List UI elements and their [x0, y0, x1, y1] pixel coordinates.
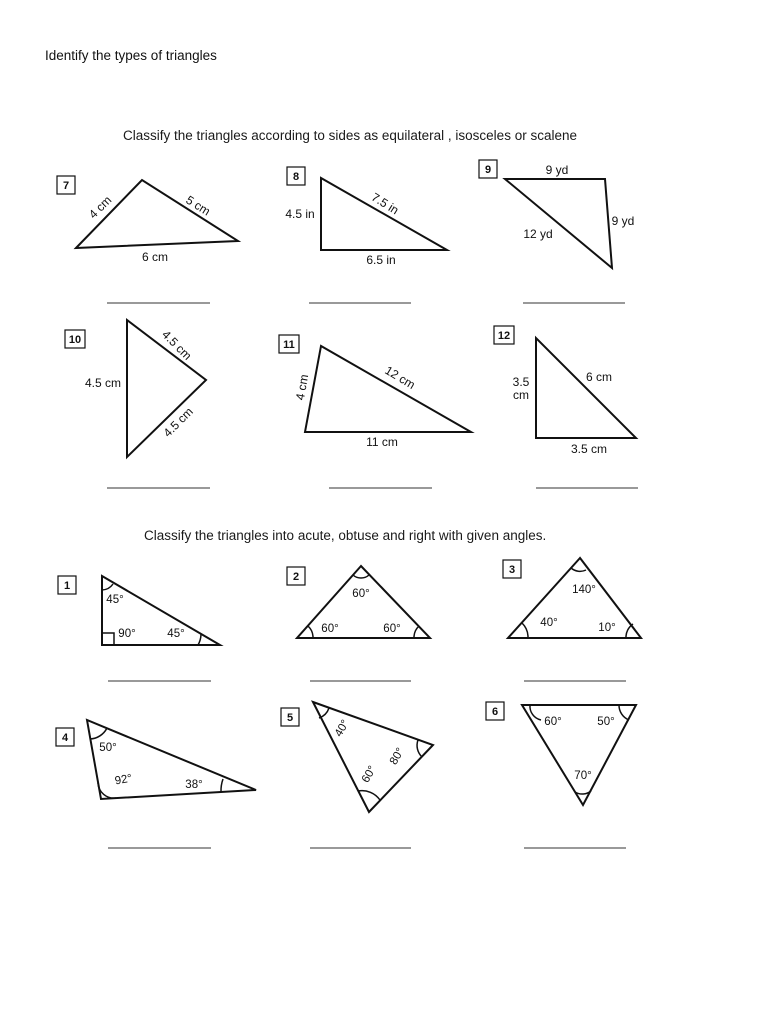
side-label: 3.5: [512, 375, 530, 389]
angle-label: 92°: [113, 772, 134, 788]
triangle-1-group: [58, 576, 220, 681]
triangle-number: 6: [491, 706, 499, 718]
side-label: 4.5 cm: [159, 327, 195, 363]
triangle-number: 10: [68, 334, 82, 346]
side-label: 9 yd: [611, 214, 635, 228]
angle-label: 90°: [118, 628, 136, 640]
angle-label: 38°: [185, 779, 203, 791]
angle-arc: [414, 626, 419, 638]
triangle-number: 2: [292, 571, 300, 583]
triangle-4-group: [56, 720, 256, 848]
side-label: 7.5 in: [368, 189, 402, 218]
section-heading-sides: Classify the triangles according to sides as equilateral , isosceles or scalene: [123, 128, 577, 143]
triangle-number: 5: [286, 712, 294, 724]
angle-arc: [522, 623, 528, 638]
side-label: 4.5 cm: [160, 404, 196, 440]
side-label: 11 cm: [366, 435, 398, 449]
side-label: 4.5 in: [285, 207, 315, 221]
triangle-5-group: [281, 702, 433, 848]
triangle-number: 11: [283, 339, 295, 351]
angle-arc: [308, 626, 313, 638]
triangle-number: 12: [497, 330, 511, 342]
angle-arc: [102, 584, 113, 590]
angle-label: 10°: [598, 622, 616, 634]
angle-label: 40°: [540, 617, 558, 629]
triangle-4: [87, 720, 256, 799]
side-label: cm: [513, 388, 529, 402]
triangle-2-group: [287, 566, 430, 681]
triangle-10-group: [65, 320, 210, 488]
angle-label: 45°: [167, 628, 185, 640]
angle-label: 60°: [321, 623, 339, 635]
triangle-11: [305, 346, 471, 432]
triangle-9: [505, 179, 612, 268]
angle-arc: [571, 568, 586, 571]
side-label: 12 cm: [382, 363, 418, 392]
triangle-5: [313, 702, 433, 812]
side-label: 5 cm: [183, 192, 213, 219]
angle-arc: [619, 705, 629, 720]
side-label: 3.5 cm: [570, 442, 608, 456]
side-label: 4 cm: [86, 193, 115, 222]
angle-label: 45°: [106, 594, 124, 606]
triangle-number: 3: [508, 564, 516, 576]
angle-label: 60°: [383, 623, 401, 635]
triangle-number: 7: [62, 180, 70, 192]
triangle-12: [536, 338, 636, 438]
triangle-number: 4: [61, 732, 69, 744]
side-label: 12 yd: [523, 227, 553, 241]
right-angle-mark: [102, 633, 114, 645]
angle-label: 60°: [352, 588, 370, 600]
page-title: Identify the types of triangles: [45, 48, 217, 63]
side-label: 9 yd: [545, 163, 569, 177]
angle-label: 40°: [332, 717, 352, 740]
section-heading-angles: Classify the triangles into acute, obtuse and right with given angles.: [144, 528, 547, 543]
triangle-12-group: [494, 326, 638, 488]
triangle-3-group: [503, 558, 641, 681]
angle-label: 70°: [574, 770, 592, 782]
angle-arc: [221, 779, 223, 792]
angle-arc: [90, 728, 107, 739]
side-label: 6 cm: [141, 250, 169, 264]
side-label: 6 cm: [585, 370, 613, 384]
side-label: 4.5 cm: [84, 376, 122, 390]
triangle-number: 8: [292, 171, 300, 183]
angle-arc: [353, 575, 369, 578]
side-label: 4 cm: [292, 373, 312, 402]
angle-label: 60°: [359, 763, 379, 786]
angle-label: 140°: [572, 584, 596, 596]
angle-label: 60°: [544, 716, 562, 728]
angle-label: 50°: [597, 716, 615, 728]
triangle-8: [321, 178, 447, 250]
triangle-6-group: [486, 702, 636, 848]
side-label: 6.5 in: [366, 253, 396, 267]
triangle-number: 9: [484, 164, 492, 176]
triangle-11-group: [279, 335, 471, 488]
angle-arc: [417, 740, 422, 757]
angle-arc: [530, 705, 541, 720]
angle-label: 80°: [387, 745, 407, 768]
angle-label: 50°: [99, 742, 117, 754]
angle-arc: [198, 634, 201, 645]
triangle-2: [297, 566, 430, 638]
triangle-7-group: [57, 176, 238, 303]
triangle-number: 1: [63, 580, 71, 592]
triangle-8-group: [285, 167, 447, 303]
triangle-9-group: [479, 160, 634, 303]
